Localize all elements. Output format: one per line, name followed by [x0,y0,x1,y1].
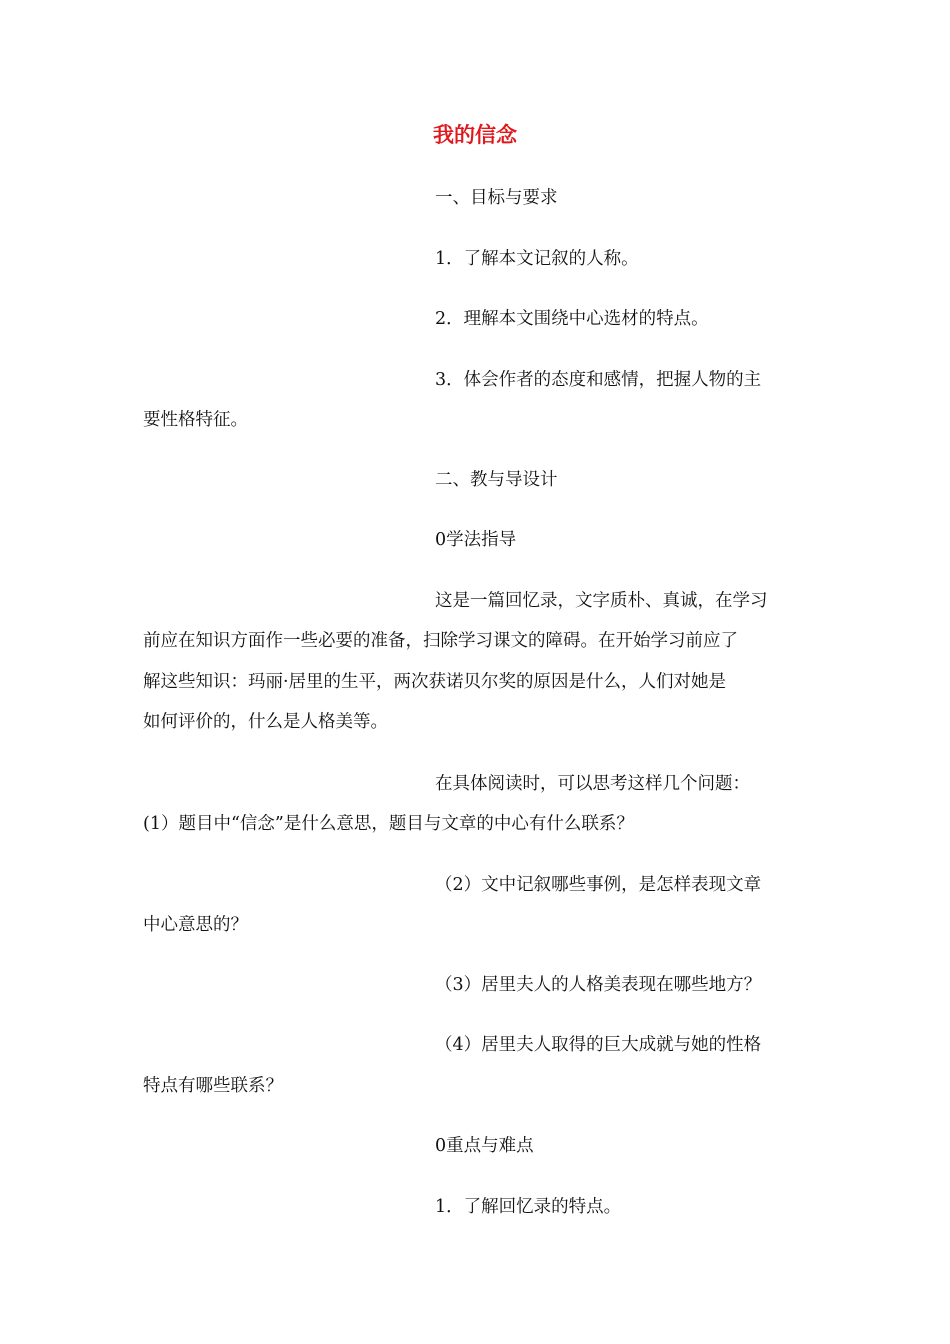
goal-item-3-continued: 要性格特征。 [143,410,248,430]
section-heading-goals: 一、目标与要求 [435,188,558,208]
subheading-study-guidance: 0学法指导 [435,530,517,550]
paragraph-line: 这是一篇回忆录，文字质朴、真诚，在学习 [435,591,768,611]
subheading-key-points: 0重点与难点 [435,1136,534,1156]
paragraph-line: 在具体阅读时，可以思考这样几个问题： [435,774,750,794]
question-2: （2）文中记叙哪些事例，是怎样表现文章 [435,875,762,895]
question-4-continued: 特点有哪些联系？ [143,1076,283,1096]
question-1: (1）题目中“信念”是什么意思，题目与文章的中心有什么联系？ [143,814,634,834]
question-4: （4）居里夫人取得的巨大成就与她的性格 [435,1035,762,1055]
paragraph-line: 解这些知识：玛丽·居里的生平，两次获诺贝尔奖的原因是什么，人们对她是 [143,672,727,692]
key-point-1: 1．了解回忆录的特点。 [435,1197,622,1217]
document-title: 我的信念 [433,123,517,147]
question-3: （3）居里夫人的人格美表现在哪些地方？ [435,975,762,995]
goal-item-2: 2．理解本文围绕中心选材的特点。 [435,309,709,329]
question-2-continued: 中心意思的？ [143,915,248,935]
paragraph-line: 如何评价的，什么是人格美等。 [143,712,388,732]
paragraph-line: 前应在知识方面作一些必要的准备，扫除学习课文的障碍。在开始学习前应了 [143,631,738,651]
goal-item-1: 1．了解本文记叙的人称。 [435,249,639,269]
section-heading-design: 二、教与导设计 [435,470,558,490]
goal-item-3: 3．体会作者的态度和感情，把握人物的主 [435,370,762,390]
